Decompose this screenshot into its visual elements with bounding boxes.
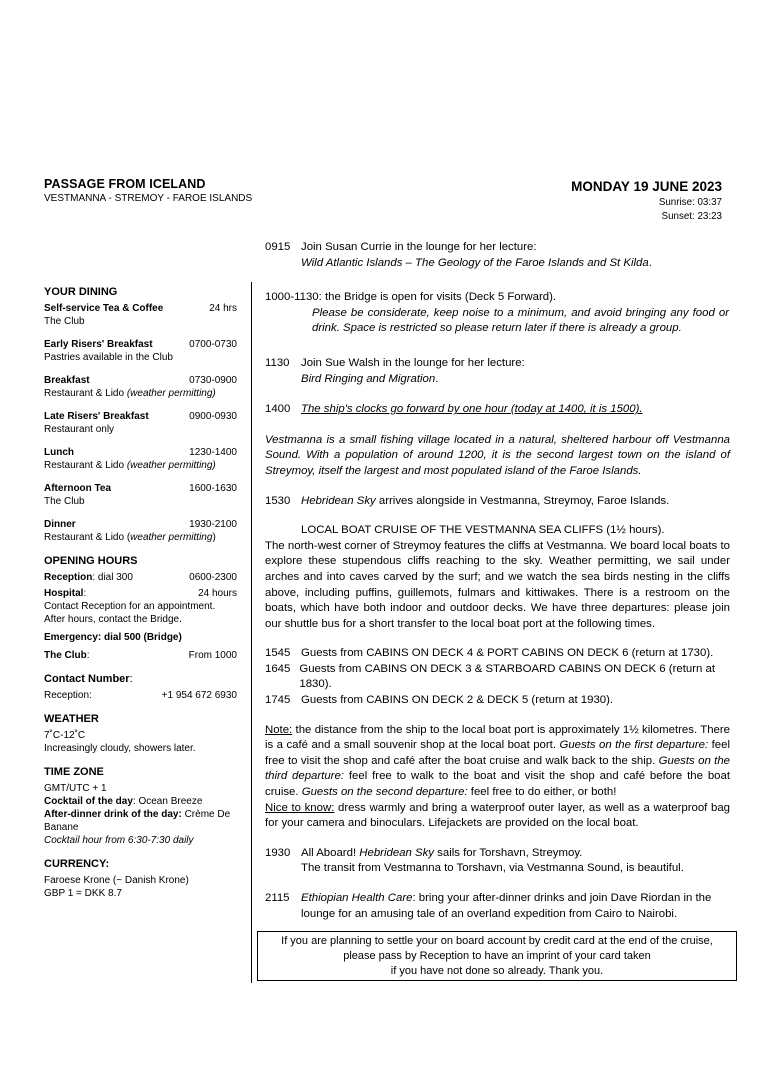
dining-item-place: Restaurant & Lido <box>44 388 127 399</box>
dining-item-name: Afternoon Tea <box>44 483 112 494</box>
cocktail-hour: Cocktail hour from 6:30-7:30 daily <box>44 835 194 846</box>
schedule-entry <box>265 402 730 418</box>
timezone-section <box>44 766 237 847</box>
dining-item-time: 24 hrs <box>209 303 237 314</box>
schedule-entry <box>265 290 730 337</box>
note-text: the distance from the ship to the local boat port is approximately 1½ kilometres. There is a café and a small souvenir shop at the local boat port. <box>265 723 730 752</box>
entry-text: , is beautiful. <box>619 862 684 875</box>
dining-item-place: Pastries available in the Club <box>44 352 173 363</box>
lecture-title: Bird Ringing and Migration <box>301 372 436 385</box>
departure-row <box>265 662 730 693</box>
guest-group: Guests on the first departure: <box>559 739 709 752</box>
afterdinner-label: After-dinner drink of the day: <box>44 809 182 820</box>
dining-item-name: Self-service Tea & Coffee <box>44 303 164 314</box>
transfer-note <box>265 723 730 832</box>
entry-text: is open for visits (Deck 5 Forward). <box>376 291 557 304</box>
hospital-note: After hours, contact the Bridge. <box>44 614 182 625</box>
entry-text: Join <box>301 241 326 253</box>
entry-text: Guests from <box>301 694 367 707</box>
bridge-note: Please be considerate, keep noise to a minimum, and avoid bringing any food or drink. Space is restricted so please return later if there is already a group. <box>312 306 729 335</box>
weather-desc: Increasingly cloudy, showers later. <box>44 743 196 754</box>
dining-item <box>44 302 237 328</box>
hospital-colon: : <box>83 588 87 599</box>
dining-item-note: (weather permitting) <box>126 460 216 471</box>
dining-item-place: Restaurant & Lido ( <box>44 532 131 543</box>
info-sidebar <box>44 286 237 911</box>
account-notice-box <box>257 931 737 981</box>
entry-time: 1400 <box>265 403 291 416</box>
cruise-title: LOCAL BOAT CRUISE OF THE VESTMANNA SEA CLIFFS <box>301 524 604 537</box>
contact-label: Reception: <box>44 690 92 701</box>
entry-time: 1930 <box>265 846 291 859</box>
dining-item <box>44 446 237 472</box>
afterdinner-value: Crème De Banane <box>44 809 231 833</box>
timezone-heading: TIME ZONE <box>44 766 104 778</box>
dining-item-place: Restaurant only <box>44 424 115 435</box>
entry-text: : the <box>318 291 344 304</box>
contact-heading: Contact Number <box>44 673 130 685</box>
nice-to-know-text: dress warmly and bring a waterproof outer layer, as well as a waterproof bag for your camera and binoculars. Lifejackets are provided on the local boat. <box>265 801 730 830</box>
dining-heading: YOUR DINING <box>44 286 118 298</box>
lecture-title: Wild Atlantic Islands – The Geology of the Faroe Islands and St Kilda <box>301 256 649 269</box>
guest-group: Guests on the third departure: <box>265 754 730 783</box>
entry-text: in the lounge for her lecture: <box>379 356 525 369</box>
entry-text: (return at 1730). <box>628 647 714 660</box>
date-heading: MONDAY 19 JUNE 2023 <box>571 179 722 194</box>
entry-time: 1130 <box>265 356 290 369</box>
column-divider <box>251 282 252 983</box>
schedule-column <box>265 240 730 922</box>
entry-text: Guests from <box>299 662 365 675</box>
dining-item-name: Dinner <box>44 519 76 530</box>
speaker-name: Sue Walsh <box>325 356 380 369</box>
reception-text: : dial 300 <box>92 572 133 583</box>
emergency-line: Emergency: dial 500 (Bridge) <box>44 632 182 643</box>
dining-item <box>44 338 237 364</box>
notice-line: please pass by Reception to have an imprint of your card taken <box>343 950 651 962</box>
cruise-section <box>265 523 730 632</box>
club-colon: : <box>86 650 90 661</box>
dining-item <box>44 482 237 508</box>
timezone-value: GMT/UTC + 1 <box>44 783 107 794</box>
sunrise-time: Sunrise: 03:37 <box>658 197 722 208</box>
reception-time: 0600-2300 <box>189 572 237 583</box>
guest-group: Guests on the second departure: <box>301 786 468 799</box>
bridge-label: Bridge <box>343 291 377 304</box>
entry-time: 1530 <box>265 494 291 507</box>
cruise-description: The north-west corner of Streymoy features the cliffs at Vestmanna. We board local boats to explore these stupendous cliffs reaching to the sky. Weather permitting, we sail under arches and into caves carved by the surf; and we watch the sea birds nesting in the cliffs above, including puffins, guillemots, fulmars and kittiwakes. There is a restroom on the boats, which have both indoor and outdoor decks. We have three departures: please join our shuttle bus for a short transfer to the local boat port at the following times. <box>265 539 730 630</box>
dining-item-time: 1930-2100 <box>189 519 237 530</box>
dining-item <box>44 518 237 544</box>
dining-item-note: (weather permitting) <box>126 388 216 399</box>
dining-item-name: Late Risers' Breakfast <box>44 411 149 422</box>
speaker-name: Dave Riordan <box>610 892 681 904</box>
cruise-duration: (1½ hours). <box>603 524 665 537</box>
notice-line: If you are planning to settle your on board account by credit card at the end of the cruise, <box>281 935 713 947</box>
club-time: From 1000 <box>188 650 237 661</box>
vestmanna-intro: Vestmanna is a small fishing village located in a natural, sheltered harbour off Vestmanna Sound. With a population of around 1200, it is the second largest town on the island of Streymoy, itself the largest and most populated island of the Faroe Islands. <box>265 433 730 477</box>
entry-text: : bring your after-dinner drinks and join <box>412 892 611 904</box>
vestmanna-sound: Vestmanna Sound <box>526 862 620 875</box>
dining-item-name: Lunch <box>44 447 74 458</box>
departure-cabins: CABINS ON DECK 4 & PORT CABINS ON DECK 6 <box>366 647 629 660</box>
entry-time: 0915 <box>265 241 291 253</box>
currency-section <box>44 858 237 900</box>
note-text: feel free to walk to the boat and visit the shop and café before the boat cruise. <box>265 770 730 799</box>
weather-section <box>44 713 237 755</box>
opening-hours-heading: OPENING HOURS <box>44 555 138 567</box>
schedule-entry <box>265 356 730 387</box>
dining-item-place: The Club <box>44 496 85 507</box>
reception-label: Reception <box>44 572 93 583</box>
dining-item-tail: ) <box>212 532 216 543</box>
clock-change-note: The ship's clocks go forward by one hour (today at 1400, it is 1500). <box>301 403 643 416</box>
hospital-label: Hospital <box>44 588 84 599</box>
hospital-time: 24 hours <box>198 588 237 599</box>
dining-item-time: 1230-1400 <box>189 447 237 458</box>
dining-item-time: 0700-0730 <box>189 339 237 350</box>
sunset-time: Sunset: 23:23 <box>661 211 722 222</box>
currency-heading: CURRENCY: <box>44 858 110 870</box>
entry-text: The transit from Vestmanna to Torshavn, via <box>301 862 527 875</box>
ship-name: Hebridean Sky <box>301 494 376 507</box>
departure-row <box>265 646 730 662</box>
departure-cabins: CABINS ON DECK 2 & DECK 5 <box>366 694 529 707</box>
entry-time: 1000-1130 <box>265 291 319 304</box>
departure-row <box>265 693 730 709</box>
dining-item-time: 1600-1630 <box>189 483 237 494</box>
dining-item-place: The Club <box>44 316 85 327</box>
entry-text: ! <box>352 846 360 859</box>
entry-text: arrives alongside in Vestmanna, Streymoy, Faroe Islands. <box>375 494 670 507</box>
talk-title: Ethiopian Health Care <box>301 892 413 904</box>
all-aboard: All Aboard <box>301 846 353 859</box>
note-label: Note: <box>265 723 293 736</box>
ship-name: Hebridean Sky <box>359 846 434 859</box>
schedule-entry <box>265 846 730 877</box>
dining-item-note: weather permitting <box>130 532 213 543</box>
weather-temp: 7˚C-12˚C <box>44 730 86 741</box>
opening-hours-section <box>44 555 237 662</box>
note-text: feel free to visit the shop and café after the boat cruise and walk back to the ship. <box>265 739 730 767</box>
entry-time: 2115 <box>265 892 290 904</box>
contact-number[interactable]: +1 954 672 6930 <box>161 690 237 701</box>
cocktail-label: Cocktail of the day <box>44 796 133 807</box>
entry-text: in the lounge for an amusing tale of an overland expedition from Cairo to Nairobi. <box>301 892 712 920</box>
dining-item-name: Breakfast <box>44 375 90 386</box>
club-label: The Club <box>44 650 87 661</box>
schedule-entry <box>265 240 730 271</box>
currency-line: GBP 1 = DKK 8.7 <box>44 888 122 899</box>
dining-item <box>44 410 237 436</box>
departure-time: 1645 <box>265 662 291 675</box>
entry-text: sails for Torshavn, Streymoy. <box>434 846 583 859</box>
cocktail-value: : Ocean Breeze <box>132 796 203 807</box>
entry-text: in the lounge for her lecture: <box>391 241 537 253</box>
contact-colon: : <box>129 673 133 685</box>
dining-item-time: 0900-0930 <box>189 411 237 422</box>
entry-text: (return at 1930). <box>528 694 614 707</box>
dining-item-name: Early Risers' Breakfast <box>44 339 153 350</box>
currency-line: Faroese Krone (~ Danish Krone) <box>44 875 189 886</box>
entry-text: . <box>648 256 652 269</box>
hospital-note: Contact Reception for an appointment. <box>44 601 216 612</box>
departure-cabins: CABINS ON DECK 3 & STARBOARD CABINS ON DECK 6 <box>364 662 666 675</box>
speaker-name: Susan Currie <box>325 241 392 253</box>
departures-list <box>265 646 730 708</box>
contact-section <box>44 673 237 702</box>
page-title: PASSAGE FROM ICELAND <box>44 177 206 191</box>
notice-line: if you have not done so already. Thank you. <box>390 965 604 977</box>
dining-item <box>44 374 237 400</box>
dining-item-place: Restaurant & Lido <box>44 460 127 471</box>
note-text: feel free to do either, or both! <box>467 786 617 799</box>
schedule-entry <box>265 494 730 510</box>
schedule-entry <box>265 891 730 922</box>
departure-time: 1545 <box>265 647 291 660</box>
nice-to-know-label: Nice to know: <box>265 801 335 814</box>
dining-item-time: 0730-0900 <box>189 375 237 386</box>
departure-time: 1745 <box>265 694 291 707</box>
weather-heading: WEATHER <box>44 713 99 725</box>
entry-text: (return at 1830). <box>299 662 716 691</box>
dining-section <box>44 286 237 544</box>
entry-text: Guests from <box>301 647 367 660</box>
entry-text: Join <box>301 356 326 369</box>
page-subtitle: VESTMANNA - STREMOY - FAROE ISLANDS <box>44 193 253 204</box>
entry-text: . <box>435 372 439 385</box>
